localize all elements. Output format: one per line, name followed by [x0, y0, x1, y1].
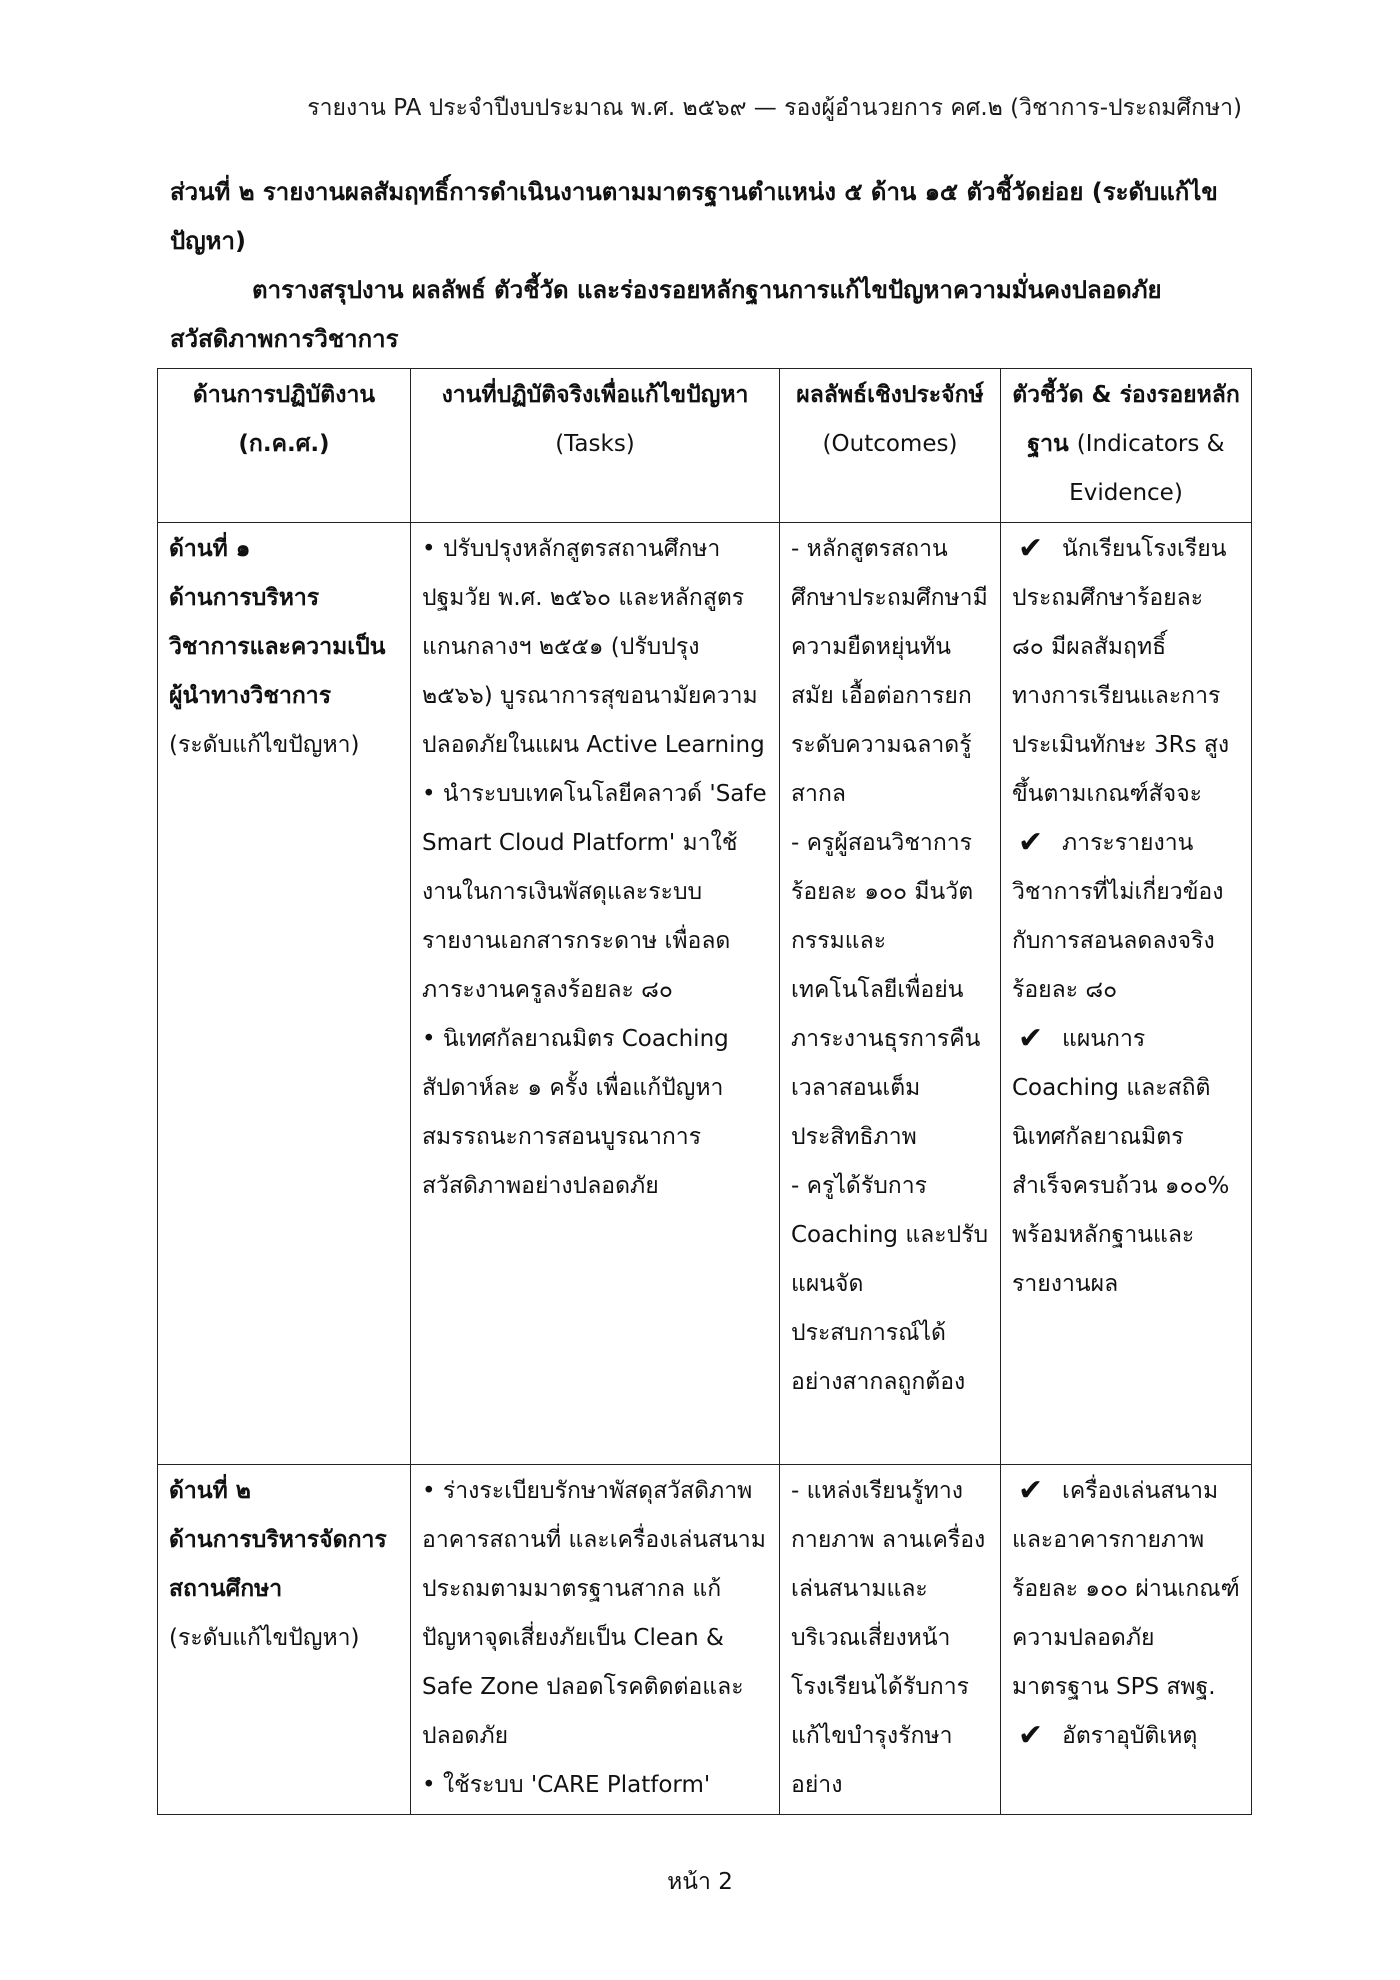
header-tasks [411, 369, 780, 523]
indicator-item [1012, 1467, 1240, 1712]
indicator-item [1012, 525, 1240, 819]
tasks-cell [411, 1465, 780, 1815]
page-header: รายงาน PA ประจำปีงบประมาณ พ.ศ. ๒๕๖๙ — รองผู้อำนวยการ คศ.๒ (วิชาการ-ประถมศึกษา) [307, 95, 1242, 121]
aspect-name: ด้านการบริหารวิชาการและความเป็นผู้นำทางวิชาการ [169, 585, 386, 709]
indicator-item [1012, 1712, 1240, 1761]
aspect-cell [158, 1465, 411, 1815]
header-tasks-th: งานที่ปฏิบัติจริงเพื่อแก้ไขปัญหา [441, 382, 749, 408]
outcomes-cell [780, 1465, 1001, 1815]
outcome-item: - ครูผู้สอนวิชาการร้อยละ ๑๐๐ มีนวัตกรรมและเทคโนโลยีเพื่อย่นภาระงานธุรการคืนเวลาสอนเต็มประสิทธิภาพ [791, 830, 981, 1150]
table-header-row [158, 369, 1252, 523]
indicator-text: นักเรียนโรงเรียนประถมศึกษาร้อยละ ๘๐ มีผลสัมฤทธิ์ทางการเรียนและการประเมินทักษะ 3Rs สูงขึ้นตามเกณฑ์สัจจะ [1012, 536, 1230, 807]
table-title [170, 266, 1235, 364]
summary-table [157, 368, 1252, 1815]
table-row [158, 1465, 1252, 1815]
aspect-name: ด้านการบริหารจัดการสถานศึกษา [169, 1527, 387, 1602]
tasks-cell [411, 523, 780, 1465]
check-icon: ✔ [1018, 1718, 1044, 1753]
header-indicators-th: ตัวชี้วัด & ร่องรอยหลักฐาน [1012, 382, 1240, 457]
indicator-text: ภาระรายงานวิชาการที่ไม่เกี่ยวข้องกับการสอนลดลงจริงร้อยละ ๘๐ [1012, 830, 1224, 1003]
header-indicators-en: (Indicators & Evidence) [1069, 431, 1225, 506]
indicator-text: แผนการ Coaching และสถิตินิเทศกัลยาณมิตรสำเร็จครบถ้วน ๑๐๐% พร้อมหลักฐานและรายงานผล [1012, 1026, 1230, 1297]
header-aspect: ด้านการปฏิบัติงาน (ก.ค.ศ.) [158, 369, 411, 523]
indicator-text: อัตราอุบัติเหตุ [1062, 1723, 1198, 1749]
table-title-text: ตารางสรุปงาน ผลลัพธ์ ตัวชี้วัด และร่องรอยหลักฐานการแก้ไขปัญหาความมั่นคงปลอดภัยสวัสดิภาพการวิชาการ [170, 276, 1162, 353]
aspect-number: ด้านที่ ๑ [169, 536, 251, 562]
check-icon: ✔ [1018, 531, 1044, 566]
task-item: • ปรับปรุงหลักสูตรสถานศึกษาปฐมวัย พ.ศ. ๒๕๖๐ และหลักสูตรแกนกลางฯ ๒๕๕๑ (ปรับปรุง ๒๕๖๖) บูรณาการสุขอนามัยความปลอดภัยในแผน Active Learning [422, 536, 765, 758]
aspect-number: ด้านที่ ๒ [169, 1478, 251, 1504]
aspect-level: (ระดับแก้ไขปัญหา) [169, 732, 360, 758]
check-icon: ✔ [1018, 1021, 1044, 1056]
check-icon: ✔ [1018, 1473, 1044, 1508]
indicators-cell [1001, 1465, 1252, 1815]
table-row [158, 523, 1252, 1465]
header-indicators [1001, 369, 1252, 523]
header-tasks-en: (Tasks) [555, 431, 635, 457]
task-item: • นิเทศกัลยาณมิตร Coaching สัปดาห์ละ ๑ ครั้ง เพื่อแก้ปัญหาสมรรถนะการสอนบูรณาการสวัสดิภาพอย่างปลอดภัย [422, 1026, 729, 1199]
indicator-item [1012, 1015, 1240, 1309]
outcome-item: - หลักสูตรสถานศึกษาประถมศึกษามีความยืดหยุ่นทันสมัย เอื้อต่อการยกระดับความฉลาดรู้สากล [791, 536, 988, 807]
task-item: • ใช้ระบบ 'CARE Platform' [422, 1772, 711, 1798]
page-number: หน้า 2 [667, 1869, 733, 1895]
header-outcomes-th: ผลลัพธ์เชิงประจักษ์ [796, 382, 984, 408]
aspect-cell [158, 523, 411, 1465]
task-item: • นำระบบเทคโนโลยีคลาวด์ 'Safe Smart Cloud Platform' มาใช้งานในการเงินพัสดุและระบบรายงานเอกสารกระดาษ เพื่อลดภาระงานครูลงร้อยละ ๘๐ [422, 781, 767, 1003]
check-icon: ✔ [1018, 825, 1044, 860]
indicator-item [1012, 819, 1240, 1015]
indicator-text: เครื่องเล่นสนามและอาคารกายภาพร้อยละ ๑๐๐ ผ่านเกณฑ์ความปลอดภัยมาตรฐาน SPS สพฐ. [1012, 1478, 1240, 1700]
header-outcomes-en: (Outcomes) [822, 431, 958, 457]
outcome-item: - แหล่งเรียนรู้ทางกายภาพ ลานเครื่องเล่นสนามและบริเวณเสี่ยงหน้าโรงเรียนได้รับการแก้ไขบำรุงรักษาอย่าง [791, 1478, 986, 1798]
outcome-item: - ครูได้รับการ Coaching และปรับแผนจัดประสบการณ์ได้อย่างสากลถูกต้อง [791, 1173, 989, 1395]
aspect-level: (ระดับแก้ไขปัญหา) [169, 1625, 360, 1651]
indicators-cell [1001, 523, 1252, 1465]
section-title: ส่วนที่ ๒ รายงานผลสัมฤทธิ์การดำเนินงานตามมาตรฐานตำแหน่ง ๕ ด้าน ๑๕ ตัวชี้วัดย่อย (ระดับแก้ไขปัญหา) [170, 178, 1218, 255]
task-item: • ร่างระเบียบรักษาพัสดุสวัสดิภาพอาคารสถานที่ และเครื่องเล่นสนามประถมตามมาตรฐานสากล แก้ปัญหาจุดเสี่ยงภัยเป็น Clean & Safe Zone ปลอดโรคติดต่อและปลอดภัย [422, 1478, 766, 1749]
header-outcomes [780, 369, 1001, 523]
outcomes-cell [780, 523, 1001, 1465]
